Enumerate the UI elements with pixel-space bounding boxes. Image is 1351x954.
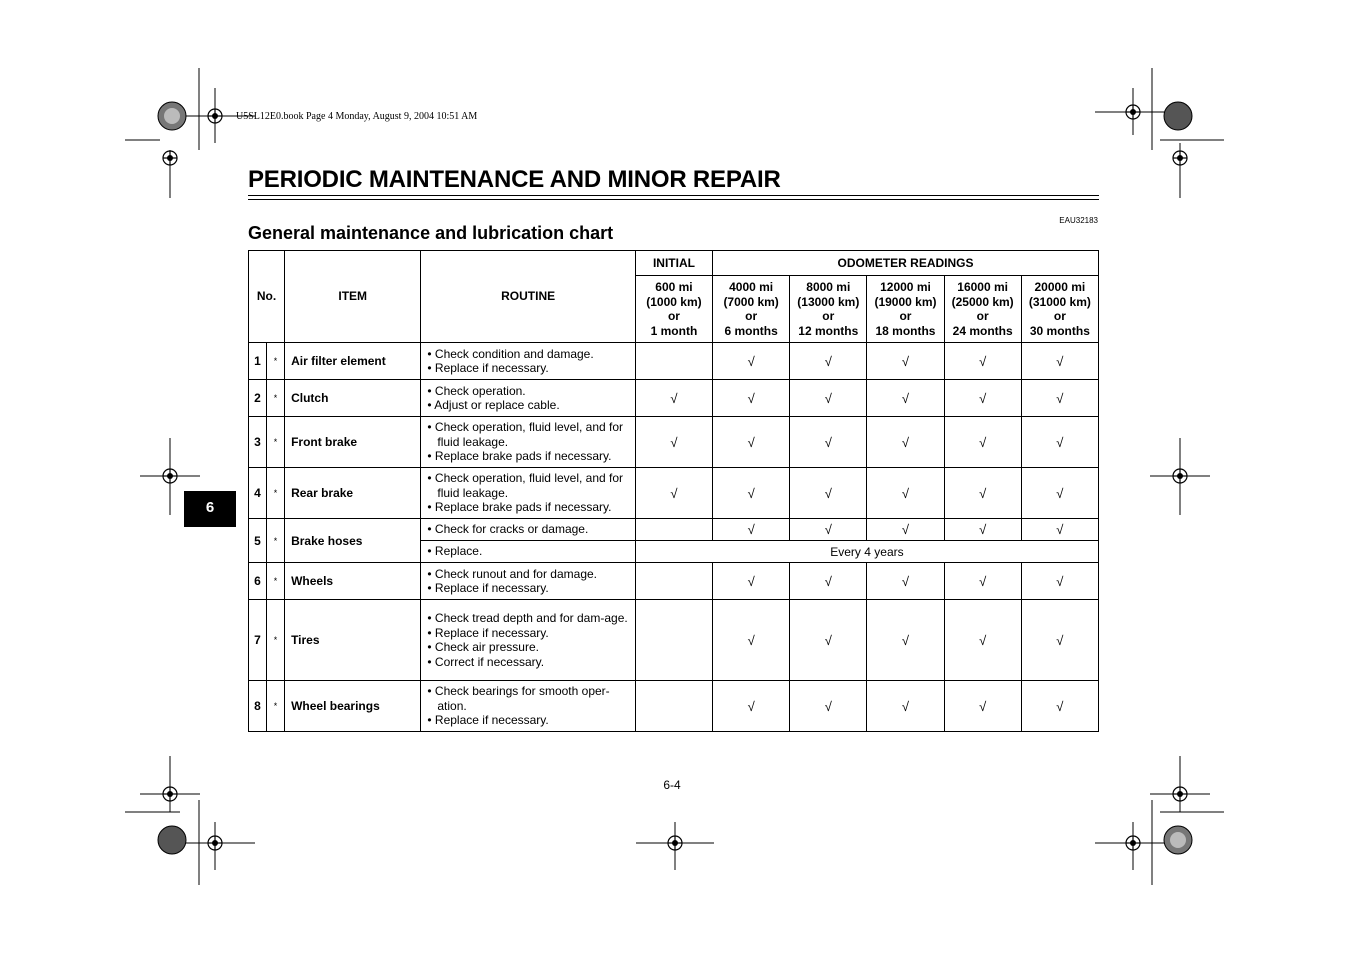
- routine-line: • Check operation, fluid level, and for fluid leakage.: [427, 420, 624, 449]
- dealer-mark: *: [267, 380, 285, 417]
- check-cell: √: [944, 681, 1021, 732]
- col-header-no: No.: [249, 251, 285, 343]
- row-number: 1: [249, 343, 267, 380]
- table-row: [249, 519, 1099, 541]
- maintenance-chart: [248, 250, 1099, 732]
- check-cell: √: [790, 519, 867, 541]
- routine-line: • Replace if necessary.: [427, 581, 549, 595]
- item-name: Clutch: [285, 380, 421, 417]
- interval-span-cell: Every 4 years: [635, 541, 1098, 563]
- interval-line: 18 months: [875, 323, 936, 338]
- interval-header: [867, 276, 944, 343]
- chapter-tab: 6: [184, 491, 236, 527]
- initial-cell: [635, 563, 712, 600]
- routine-cell: [421, 600, 636, 681]
- check-cell: √: [713, 417, 790, 468]
- table-row: [249, 380, 1099, 417]
- interval-line: 16000 mi: [957, 280, 1008, 294]
- routine-cell: [421, 468, 636, 519]
- check-cell: √: [790, 563, 867, 600]
- row-number: 3: [249, 417, 267, 468]
- page-number: 6-4: [663, 778, 681, 792]
- interval-line: 4000 mi: [729, 280, 774, 294]
- table-row: [249, 681, 1099, 732]
- check-cell: √: [944, 600, 1021, 681]
- check-cell: √: [713, 380, 790, 417]
- section-title: General maintenance and lubrication chart: [248, 223, 614, 243]
- initial-cell: √: [635, 417, 712, 468]
- routine-line: • Check tread depth and for dam-age.: [427, 611, 628, 625]
- routine-cell: [421, 417, 636, 468]
- interval-line: or: [899, 309, 912, 323]
- interval-line: (31000 km): [1028, 294, 1091, 309]
- check-cell: √: [713, 600, 790, 681]
- check-cell: √: [1021, 417, 1098, 468]
- col-header-odometer: ODOMETER READINGS: [713, 251, 1099, 276]
- check-cell: √: [1021, 563, 1098, 600]
- interval-line: or: [1053, 309, 1066, 323]
- routine-line: • Check bearings for smooth oper-ation.: [427, 684, 610, 713]
- doc-code: EAU32183: [1059, 216, 1098, 225]
- initial-cell: [635, 681, 712, 732]
- col-header-item: ITEM: [285, 251, 421, 343]
- table-row: [249, 600, 1099, 681]
- interval-header: [1021, 276, 1098, 343]
- routine-line: • Check runout and for damage.: [427, 566, 598, 581]
- item-name: Air filter element: [285, 343, 421, 380]
- item-name: Brake hoses: [285, 519, 421, 563]
- col-header-initial: INITIAL: [635, 251, 712, 276]
- routine-line: • Replace if necessary.: [427, 361, 549, 375]
- check-cell: √: [1021, 519, 1098, 541]
- interval-header: [790, 276, 867, 343]
- check-cell: √: [713, 468, 790, 519]
- item-name: Wheels: [285, 563, 421, 600]
- interval-line: (25000 km): [951, 294, 1014, 309]
- dealer-mark: *: [267, 681, 285, 732]
- routine-cell: [421, 563, 636, 600]
- title-rule: [248, 195, 1099, 196]
- check-cell: √: [713, 681, 790, 732]
- col-header-routine: ROUTINE: [421, 251, 636, 343]
- interval-line: 6 months: [724, 323, 778, 338]
- check-cell: √: [867, 519, 944, 541]
- table-row: [249, 343, 1099, 380]
- interval-line: 600 mi: [655, 280, 693, 294]
- routine-cell: [421, 681, 636, 732]
- item-name: Wheel bearings: [285, 681, 421, 732]
- check-cell: √: [1021, 343, 1098, 380]
- check-cell: √: [944, 519, 1021, 541]
- table-row: [249, 563, 1099, 600]
- row-number: 5: [249, 519, 267, 563]
- row-number: 6: [249, 563, 267, 600]
- check-cell: √: [790, 380, 867, 417]
- check-cell: √: [790, 417, 867, 468]
- initial-cell: √: [635, 380, 712, 417]
- check-cell: √: [1021, 380, 1098, 417]
- interval-line: 20000 mi: [1034, 280, 1086, 294]
- routine-line: • Check condition and damage.: [427, 346, 594, 361]
- check-cell: √: [790, 343, 867, 380]
- interval-line: or: [745, 309, 758, 323]
- routine-cell: [421, 343, 636, 380]
- routine-line: • Check operation.: [427, 383, 526, 398]
- dealer-mark: *: [267, 343, 285, 380]
- check-cell: √: [713, 519, 790, 541]
- table-row: [249, 468, 1099, 519]
- routine-line: • Replace brake pads if necessary.: [427, 500, 612, 515]
- check-cell: √: [867, 343, 944, 380]
- routine-cell: [421, 519, 636, 541]
- routine-line: • Replace.: [427, 544, 483, 559]
- check-cell: √: [790, 468, 867, 519]
- initial-cell: √: [635, 468, 712, 519]
- book-info-line: U5SL12E0.book Page 4 Monday, August 9, 2004 10:51 AM: [236, 111, 478, 122]
- row-number: 2: [249, 380, 267, 417]
- interval-line: (19000 km): [874, 294, 937, 309]
- interval-line: 24 months: [952, 323, 1013, 338]
- interval-line: or: [667, 309, 680, 323]
- interval-line: (1000 km): [646, 294, 702, 309]
- interval-line: or: [976, 309, 989, 323]
- row-number: 4: [249, 468, 267, 519]
- routine-line: • Adjust or replace cable.: [427, 398, 560, 412]
- check-cell: √: [867, 600, 944, 681]
- row-number: 8: [249, 681, 267, 732]
- routine-line: • Replace brake pads if necessary.: [427, 449, 612, 464]
- page-title: PERIODIC MAINTENANCE AND MINOR REPAIR: [248, 166, 781, 193]
- check-cell: √: [713, 343, 790, 380]
- row-number: 7: [249, 600, 267, 681]
- routine-line: • Check operation, fluid level, and for fluid leakage.: [427, 471, 624, 500]
- routine-cell: [421, 380, 636, 417]
- routine-line: • Replace if necessary.: [427, 625, 549, 640]
- interval-line: 8000 mi: [806, 280, 851, 294]
- check-cell: √: [944, 468, 1021, 519]
- item-name: Rear brake: [285, 468, 421, 519]
- interval-header: [713, 276, 790, 343]
- dealer-mark: *: [267, 519, 285, 563]
- interval-line: 30 months: [1029, 323, 1090, 338]
- table-row: [249, 417, 1099, 468]
- dealer-mark: *: [267, 563, 285, 600]
- interval-line: (7000 km): [723, 294, 779, 309]
- check-cell: √: [1021, 468, 1098, 519]
- dealer-mark: *: [267, 600, 285, 681]
- initial-cell: [635, 343, 712, 380]
- check-cell: √: [790, 600, 867, 681]
- initial-cell: [635, 519, 712, 541]
- routine-line: • Check air pressure.: [427, 640, 539, 654]
- routine-cell: [421, 541, 636, 563]
- check-cell: √: [867, 681, 944, 732]
- check-cell: √: [867, 417, 944, 468]
- interval-line: 12000 mi: [880, 280, 931, 294]
- interval-line: 12 months: [798, 323, 859, 338]
- check-cell: √: [790, 681, 867, 732]
- item-name: Tires: [285, 600, 421, 681]
- check-cell: √: [867, 380, 944, 417]
- check-cell: √: [944, 380, 1021, 417]
- check-cell: √: [1021, 681, 1098, 732]
- check-cell: √: [944, 563, 1021, 600]
- interval-line: 1 month: [650, 323, 698, 338]
- dealer-mark: *: [267, 468, 285, 519]
- check-cell: √: [713, 563, 790, 600]
- routine-line: • Replace if necessary.: [427, 713, 549, 728]
- check-cell: √: [867, 563, 944, 600]
- interval-header: [944, 276, 1021, 343]
- interval-header: [635, 276, 712, 343]
- interval-line: or: [822, 309, 835, 323]
- check-cell: √: [1021, 600, 1098, 681]
- check-cell: √: [867, 468, 944, 519]
- check-cell: √: [944, 343, 1021, 380]
- routine-line: • Check for cracks or damage.: [427, 522, 589, 537]
- item-name: Front brake: [285, 417, 421, 468]
- dealer-mark: *: [267, 417, 285, 468]
- interval-line: (13000 km): [797, 294, 860, 309]
- initial-cell: [635, 600, 712, 681]
- title-rule-thin: [248, 199, 1099, 200]
- routine-line: • Correct if necessary.: [427, 654, 545, 669]
- check-cell: √: [944, 417, 1021, 468]
